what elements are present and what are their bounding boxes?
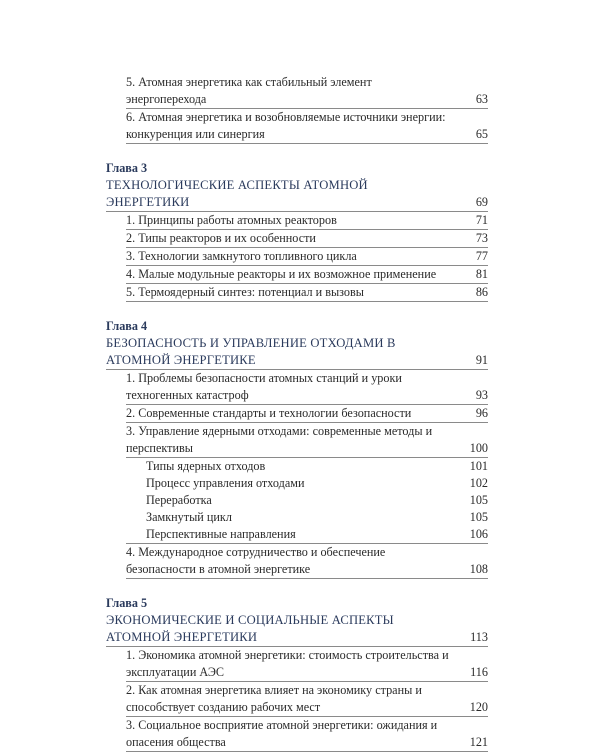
- chapter-5-title-entry[interactable]: [106, 612, 488, 646]
- toc-entry-page: 81: [475, 267, 488, 281]
- toc-entry[interactable]: [106, 230, 488, 247]
- toc-entry[interactable]: [106, 405, 488, 422]
- toc-entry-title: 3. Технологии замкнутого топливного цикла: [126, 249, 357, 263]
- chapter-3-label: Глава 3: [106, 161, 148, 175]
- chapter-4-title-entry[interactable]: [106, 335, 488, 369]
- toc-subentry-title: Типы ядерных отходов: [146, 459, 266, 473]
- chapter-5-label: Глава 5: [106, 596, 148, 610]
- toc-subentry[interactable]: [106, 492, 488, 509]
- toc-entry[interactable]: [106, 248, 488, 265]
- toc-entry-page: 120: [469, 700, 488, 714]
- toc-entry-page: 96: [475, 406, 488, 420]
- toc-entry[interactable]: [106, 544, 488, 578]
- toc-entry-page: 65: [475, 127, 488, 141]
- toc-entry[interactable]: [106, 212, 488, 229]
- chapter-3-title-entry[interactable]: [106, 177, 488, 211]
- toc-subentry-page: 105: [469, 510, 488, 524]
- toc-subentry-page: 106: [469, 527, 488, 541]
- toc-entry-page: 116: [470, 665, 488, 679]
- toc-entry-title: 1. Принципы работы атомных реакторов: [126, 213, 337, 227]
- toc-entry-page: 93: [475, 388, 488, 402]
- toc-entry[interactable]: [106, 266, 488, 283]
- chapter-page: 91: [475, 353, 488, 367]
- chapter-page: 69: [475, 195, 488, 209]
- toc-entry-page: 86: [475, 285, 488, 299]
- toc-entry-title: 5. Атомная энергетика как стабильный элемент энергоперехода: [126, 75, 372, 106]
- chapter-title: ТЕХНОЛОГИЧЕСКИЕ АСПЕКТЫ АТОМНОЙ ЭНЕРГЕТИКИ: [106, 178, 368, 209]
- toc-entry-page: 100: [469, 441, 488, 455]
- toc-subentry[interactable]: [106, 475, 488, 492]
- toc-entry[interactable]: [106, 74, 488, 108]
- toc-subentry-title: Замкнутый цикл: [146, 510, 232, 524]
- chapter-title: БЕЗОПАСНОСТЬ И УПРАВЛЕНИЕ ОТХОДАМИ В АТОМНОЙ ЭНЕРГЕТИКЕ: [106, 336, 396, 367]
- toc-entry[interactable]: [106, 647, 488, 681]
- toc-subentry-title: Процесс управления отходами: [146, 476, 305, 490]
- toc-entry[interactable]: [106, 109, 488, 143]
- table-of-contents: [106, 74, 488, 752]
- toc-entry-title: 5. Термоядерный синтез: потенциал и вызовы: [126, 285, 364, 299]
- toc-subentry[interactable]: [106, 458, 488, 475]
- toc-subentry-page: 101: [469, 459, 488, 473]
- toc-entry-title: 2. Современные стандарты и технологии безопасности: [126, 406, 412, 420]
- toc-subentry-page: 105: [469, 493, 488, 507]
- toc-entry-title: 1. Экономика атомной энергетики: стоимость строительства и эксплуатации АЭС: [126, 648, 449, 679]
- toc-entry-title: 1. Проблемы безопасности атомных станций и уроки техногенных катастроф: [126, 371, 402, 402]
- toc-subentry[interactable]: [106, 509, 488, 526]
- toc-subentry-page: 102: [469, 476, 488, 490]
- toc-entry-title: 4. Малые модульные реакторы и их возможное применение: [126, 267, 437, 281]
- toc-entry-page: 108: [469, 562, 488, 576]
- toc-entry-title: 3. Социальное восприятие атомной энергетики: ожидания и опасения общества: [126, 718, 438, 749]
- chapter-page: 113: [470, 630, 488, 644]
- toc-entry-page: 73: [475, 231, 488, 245]
- toc-entry[interactable]: [106, 717, 488, 751]
- toc-entry-title: 6. Атомная энергетика и возобновляемые источники энергии: конкуренция или синергия: [126, 110, 446, 141]
- toc-entry-title: 4. Международное сотрудничество и обеспечение безопасности в атомной энергетике: [126, 545, 386, 576]
- toc-entry[interactable]: [106, 370, 488, 404]
- toc-entry-title: 2. Как атомная энергетика влияет на экономику страны и способствует созданию рабочих мест: [126, 683, 422, 714]
- chapter-4-label: Глава 4: [106, 319, 148, 333]
- toc-entry-title: 2. Типы реакторов и их особенности: [126, 231, 316, 245]
- toc-entry-page: 121: [469, 735, 488, 749]
- toc-entry-page: 63: [475, 92, 488, 106]
- toc-entry[interactable]: [106, 423, 488, 457]
- toc-entry[interactable]: [106, 284, 488, 301]
- toc-entry-title: 3. Управление ядерными отходами: современные методы и перспективы: [126, 424, 433, 455]
- toc-entry-page: 71: [475, 213, 488, 227]
- toc-subentry-title: Переработка: [146, 493, 212, 507]
- toc-subentry-title: Перспективные направления: [146, 527, 296, 541]
- toc-entry-page: 77: [475, 249, 488, 263]
- chapter-title: ЭКОНОМИЧЕСКИЕ И СОЦИАЛЬНЫЕ АСПЕКТЫ АТОМНОЙ ЭНЕРГЕТИКИ: [106, 613, 394, 644]
- toc-subentry[interactable]: [106, 526, 488, 543]
- toc-entry[interactable]: [106, 682, 488, 716]
